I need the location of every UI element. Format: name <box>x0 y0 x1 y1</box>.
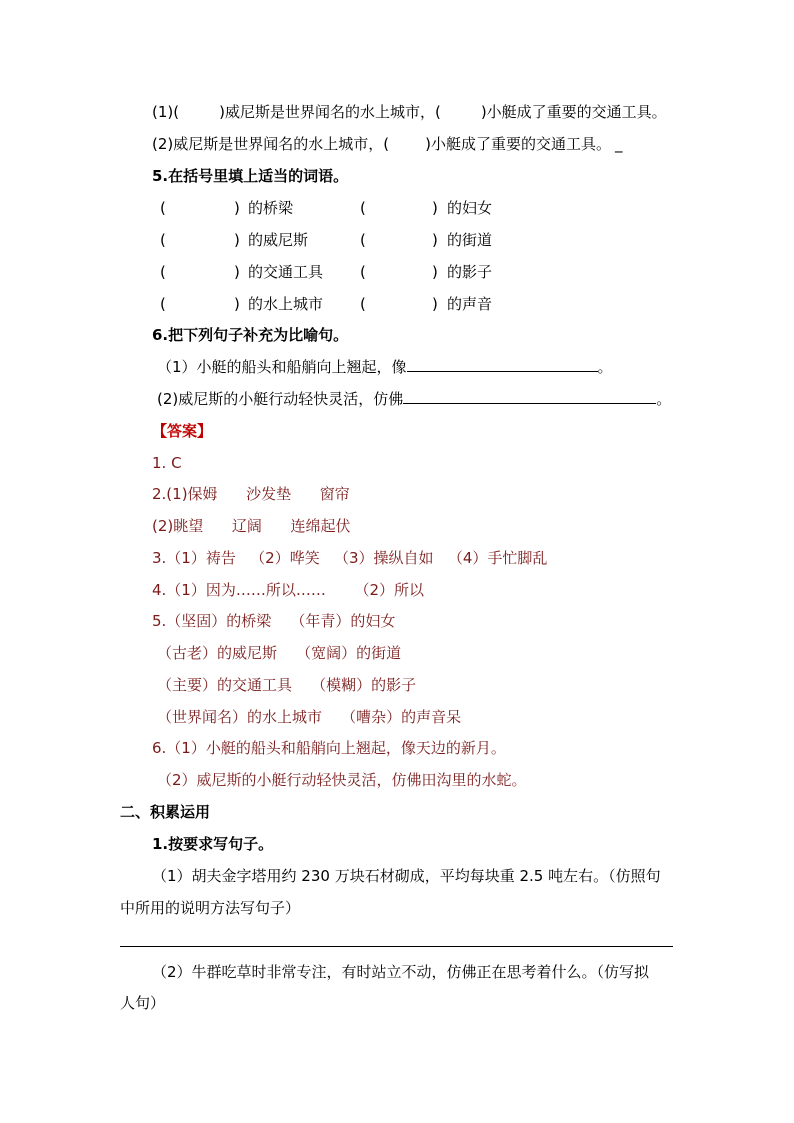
q6-item-2-text: (2)威尼斯的小艇行动轻快灵活，仿佛 <box>157 390 404 408</box>
q5-close-paren: ) <box>234 199 240 217</box>
q6-item-2-end: 。 <box>656 390 672 408</box>
q5-close-paren: ) <box>432 295 438 313</box>
answer-line: （世界闻名）的水上城市 （嘈杂）的声音呆 <box>157 708 462 726</box>
section2-item-1-line-1: （1）胡夫金字塔用约 230 万块石材砌成，平均每块重 2.5 吨左右。（仿照句 <box>152 867 661 885</box>
q4-item-1-mid: )威尼斯是世界闻名的水上城市，( <box>219 103 441 121</box>
q5-left-label: 的桥梁 <box>248 199 294 217</box>
q5-open-paren: ( <box>360 295 366 313</box>
answer-line: 3.（1）祷告 （2）哗笑 （3）操纵自如 （4）手忙脚乱 <box>152 549 548 567</box>
answer-line: （古老）的威尼斯 （宽阔）的街道 <box>157 644 402 662</box>
q5-left-label: 的交通工具 <box>248 263 324 281</box>
q5-right-label: 的声音 <box>447 295 493 313</box>
q4-item-2-prefix: (2)威尼斯是世界闻名的水上城市，( <box>152 135 390 153</box>
q5-blank[interactable] <box>372 230 430 250</box>
q5-blank[interactable] <box>172 262 232 282</box>
answer-line: 5.（坚固）的桥梁 （年青）的妇女 <box>152 612 396 630</box>
q5-blank[interactable] <box>372 262 430 282</box>
q5-close-paren: ) <box>432 199 438 217</box>
answer-line-divider[interactable] <box>120 946 673 947</box>
section2-item-1-line-2: 中所用的说明方法写句子） <box>120 899 301 917</box>
q5-close-paren: ) <box>432 263 438 281</box>
answer-line: 4.（1）因为……所以…… （2）所以 <box>152 581 425 599</box>
answer-line: 6.（1）小艇的船头和船艄向上翘起，像天边的新月。 <box>152 739 506 757</box>
answer-line: （主要）的交通工具 （模糊）的影子 <box>157 676 417 694</box>
q6-item-1 <box>157 357 613 377</box>
answer-line: （2）威尼斯的小艇行动轻快灵活，仿佛田沟里的水蛇。 <box>157 771 527 789</box>
answer-line: (2)眺望 辽阔 连绵起伏 <box>152 517 351 535</box>
q4-item-1 <box>152 102 667 122</box>
q6-item-2-answer-blank[interactable] <box>403 389 656 404</box>
q5-open-paren: ( <box>160 199 166 217</box>
q5-left-label: 的威尼斯 <box>248 231 309 249</box>
answer-line: 1. C <box>152 454 182 472</box>
q5-blank[interactable] <box>172 294 232 314</box>
q5-open-paren: ( <box>160 231 166 249</box>
q4-item-2-trail: _ <box>614 135 623 153</box>
section2-item-2-line-1: （2）牛群吃草时非常专注，有时站立不动，仿佛正在思考着什么。（仿写拟 <box>152 963 650 981</box>
q6-item-1-end: 。 <box>597 358 613 376</box>
q6-title: 6.把下列句子补充为比喻句。 <box>152 326 349 344</box>
q5-open-paren: ( <box>360 263 366 281</box>
q5-open-paren: ( <box>360 199 366 217</box>
q5-right-label: 的街道 <box>447 231 493 249</box>
q4-item-1-suffix: )小艇成了重要的交通工具。 <box>480 103 667 121</box>
q4-item-1-prefix: (1)( <box>152 103 180 121</box>
q5-close-paren: ) <box>234 263 240 281</box>
answer-header: 【答案】 <box>152 422 213 440</box>
answer-line: 2.(1)保姆 沙发垫 窗帘 <box>152 485 350 503</box>
q6-item-1-answer-blank[interactable] <box>407 357 598 372</box>
section-heading: 二、积累运用 <box>120 803 211 821</box>
q5-left-label: 的水上城市 <box>248 295 324 313</box>
q5-right-label: 的妇女 <box>447 199 493 217</box>
q5-blank[interactable] <box>372 294 430 314</box>
q6-item-1-text: （1）小艇的船头和船艄向上翘起，像 <box>157 358 407 376</box>
section2-q1-title: 1.按要求写句子。 <box>152 835 274 853</box>
q5-close-paren: ) <box>432 231 438 249</box>
q6-item-2 <box>157 389 671 409</box>
q4-item-2 <box>152 134 622 154</box>
q4-item-2-suffix: )小艇成了重要的交通工具。 <box>425 135 611 153</box>
q5-title: 5.在括号里填上适当的词语。 <box>152 167 349 185</box>
q5-close-paren: ) <box>234 231 240 249</box>
q5-right-label: 的影子 <box>447 263 493 281</box>
q5-blank[interactable] <box>172 230 232 250</box>
q5-open-paren: ( <box>360 231 366 249</box>
q5-open-paren: ( <box>160 295 166 313</box>
q5-open-paren: ( <box>160 263 166 281</box>
q5-blank[interactable] <box>172 198 232 218</box>
section2-item-2-line-2: 人句） <box>120 994 166 1012</box>
q5-blank[interactable] <box>372 198 430 218</box>
q5-close-paren: ) <box>234 295 240 313</box>
